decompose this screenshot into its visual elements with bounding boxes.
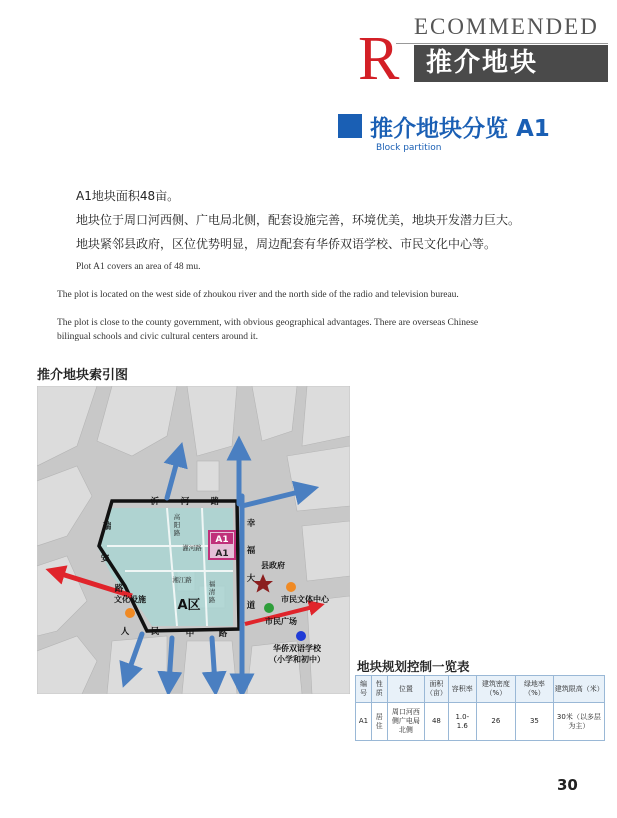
header-divider xyxy=(396,43,608,44)
cell-location: 周口河西侧广电局北侧 xyxy=(387,703,424,741)
map-title: 推介地块索引图 xyxy=(37,368,129,383)
th-type: 性质 xyxy=(371,676,387,703)
cell-area: 48 xyxy=(424,703,448,741)
cell-height: 30米（以多层为主） xyxy=(553,703,604,741)
road-south-1: 人 xyxy=(120,627,130,637)
road-north-1: 沂 xyxy=(150,497,160,507)
cell-type: 居住 xyxy=(371,703,387,741)
svg-text:高: 高 xyxy=(173,513,181,521)
road-west-1: 瑞 xyxy=(102,522,112,532)
svg-text:清: 清 xyxy=(208,588,216,596)
plot-a1-label-top: A1 xyxy=(215,535,229,545)
svg-text:路: 路 xyxy=(208,596,216,604)
school-label-1: 华侨双语学校 xyxy=(273,644,321,653)
section-title: 推介地块分览 A1 xyxy=(370,116,550,142)
th-area: 面积（亩） xyxy=(424,676,448,703)
th-green: 绿地率（%） xyxy=(516,676,554,703)
road-west-3: 路 xyxy=(114,584,124,594)
intro-en-3a: The plot is close to the county government, with obvious geographical advantages. There are overseas Chinese xyxy=(57,318,479,328)
culture-facility-marker xyxy=(125,608,135,618)
road-east-1: 幸 xyxy=(246,519,256,529)
intro-en-1: Plot A1 covers an area of 48 mu. xyxy=(76,262,201,272)
civic-square-marker xyxy=(264,603,274,613)
cell-density: 26 xyxy=(476,703,516,741)
civic-square-label: 市民广场 xyxy=(265,617,297,626)
table-header-row xyxy=(356,676,605,703)
section-subtitle: Block partition xyxy=(376,143,442,153)
road-east-4: 道 xyxy=(246,601,256,611)
header-title: 推介地块 xyxy=(414,45,608,82)
svg-text:福: 福 xyxy=(208,580,216,588)
cell-far: 1.0-1.6 xyxy=(448,703,476,741)
road-south-2: 民 xyxy=(150,627,160,637)
page-number: 30 xyxy=(557,776,578,794)
county-gov-label: 县政府 xyxy=(261,561,285,570)
header-english: ECOMMENDED xyxy=(414,14,599,39)
location-map xyxy=(37,386,350,694)
road-east-3: 大 xyxy=(246,574,256,584)
road-south-3: 中 xyxy=(185,629,195,639)
cell-id: A1 xyxy=(356,703,372,741)
road-south-4: 路 xyxy=(218,629,228,639)
th-density: 建筑密度（%） xyxy=(476,676,516,703)
th-height: 建筑限高（米） xyxy=(553,676,604,703)
civic-culture-center-label: 市民文体中心 xyxy=(281,595,329,604)
culture-facility-label: 文化设施 xyxy=(114,595,146,604)
zone-a-label: A区 xyxy=(177,598,201,613)
road-east-2: 福 xyxy=(246,546,256,556)
section-marker xyxy=(338,114,362,138)
header-letter: R xyxy=(358,25,400,93)
school-marker xyxy=(296,631,306,641)
culture-center-marker xyxy=(286,582,296,592)
intro-cn-line-2: 地块位于周口河西侧、广电局北侧，配套设施完善，环境优美，地块开发潜力巨大。 xyxy=(76,213,521,227)
intro-en-2: The plot is located on the west side of zhoukou river and the north side of the radio and television bureau. xyxy=(57,290,459,300)
cell-green: 35 xyxy=(516,703,554,741)
road-north-3: 路 xyxy=(210,497,220,507)
th-far: 容积率 xyxy=(448,676,476,703)
table-title: 地块规划控制一览表 xyxy=(357,659,470,674)
planning-table xyxy=(355,675,605,741)
plot-a1-label-bottom: A1 xyxy=(215,549,229,559)
intro-en-3b: bilingual schools and civic cultural centers around it. xyxy=(57,332,259,342)
road-north-2: 河 xyxy=(180,497,190,507)
school-label-2: （小学和初中） xyxy=(269,655,325,664)
th-id: 编号 xyxy=(356,676,372,703)
table-row xyxy=(356,703,605,741)
intro-cn-line-1: A1地块面积48亩。 xyxy=(76,189,180,203)
th-location: 位置 xyxy=(387,676,424,703)
svg-text:阳: 阳 xyxy=(173,521,181,529)
intro-cn-line-3: 地块紧邻县政府，区位优势明显，周边配套有华侨双语学校、市民文化中心等。 xyxy=(76,237,497,251)
svg-text:路: 路 xyxy=(173,529,181,537)
svg-text:灌河路: 灌河路 xyxy=(182,544,202,552)
svg-text:湘江路: 湘江路 xyxy=(172,576,192,584)
road-west-2: 安 xyxy=(100,554,110,564)
